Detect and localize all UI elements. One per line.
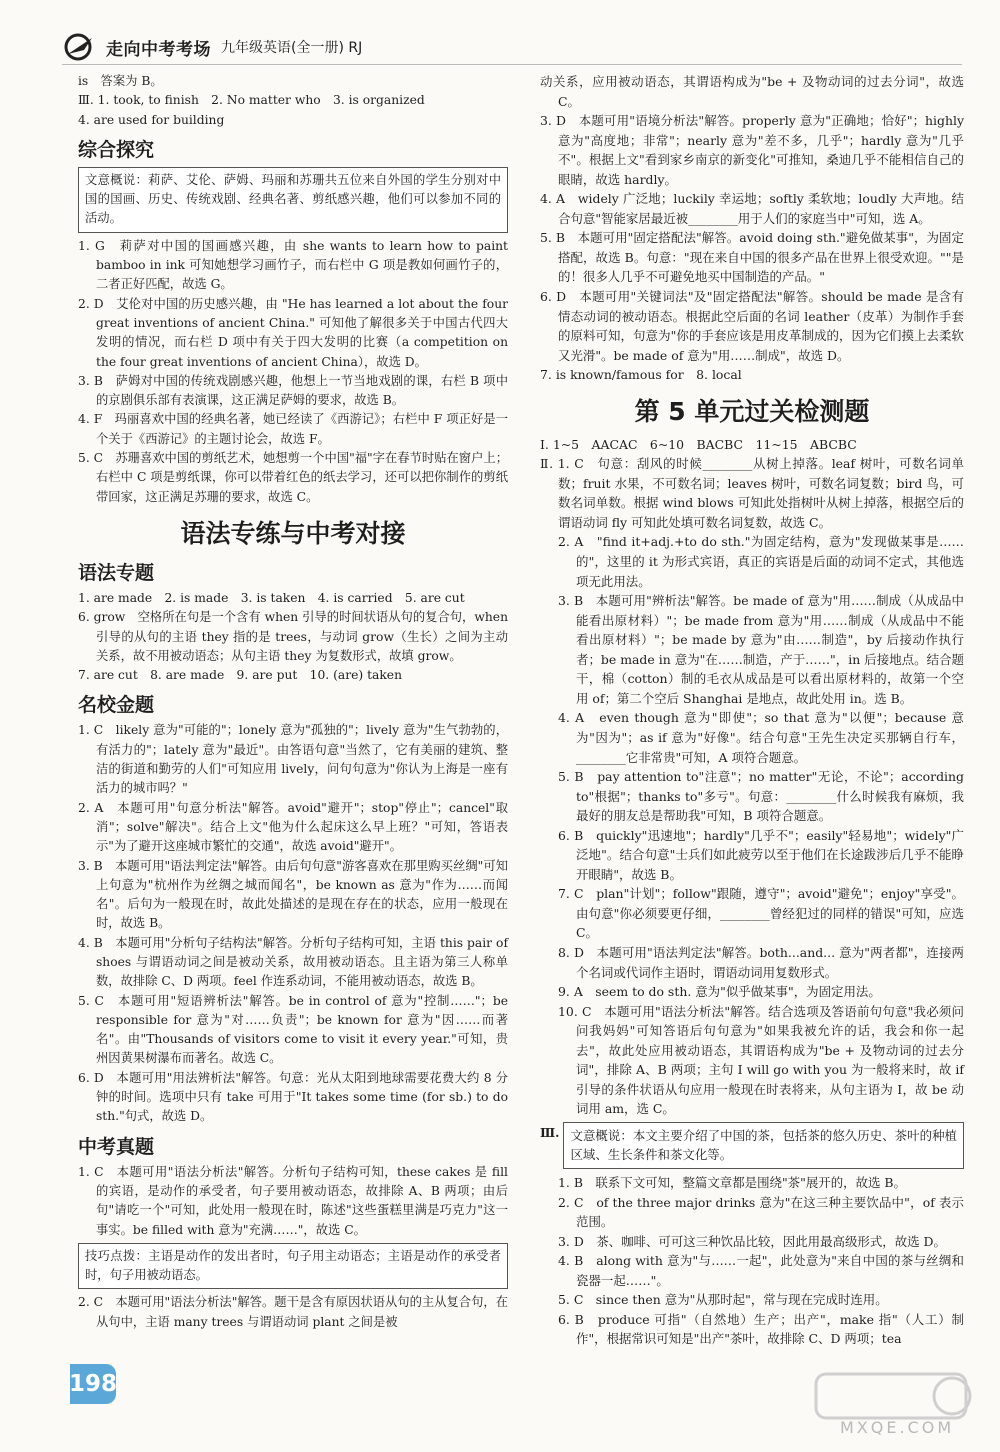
answer-item: 1. G 莉萨对中国的国画感兴趣，由 she wants to learn how to paint bamboo in ink 可知她想学习画竹子，而右栏中 G 项是教如何画竹子的，二者正好匹配，故选 G。 <box>78 238 508 292</box>
page-number: 198 <box>70 1364 116 1404</box>
answer-item: 2. A 本题可用"句意分析法"解答。avoid"避开"；stop"停止"；cancel"取消"；solve"解决"。结合上文"他为什么起床这么早上班？"可知，答语表示"为了避开这座城市繁忙的交通"，故选 avoid"避开"。 <box>78 800 508 854</box>
answer-item: 6. B produce 可指"（自然地）生产；出产"，make 指"（人工）制作"，根据常识可知是"出产"茶叶，故排除 C、D 两项；tea <box>558 1311 964 1347</box>
answer-item: 4. A widely 广泛地；luckily 幸运地；softly 柔软地；loudly 大声地。结合句意"智能家居最近被________用于人们的家庭当中"可知，选 A。 <box>540 191 964 226</box>
answer-item: 10. C 本题可用"语法分析法"解答。结合选项及答语前句句意"我必须问问我妈妈"可知答语后句句意为"如果我被允许的话，我会和你一起去"，故此处应用被动语态，其谓语构成为"be + 及物动词的过去分词"，排除 A、B 两项；主句 I will go with you 为一般将来时，故 if 引导的条件状语从句应用一般现在时表将来，从句主语为 I，故 be 动词用 am，选 C。 <box>558 1003 964 1117</box>
answer-item: 6. grow 空格所在句是一个含有 when 引导的时间状语从句的复合句，when 引导的从句的主语 they 指的是 trees，与动词 grow（生长）之间为主动关系，故不用被动语态；从句主语 they 为复数形式，故填 grow。 <box>78 610 508 663</box>
summary-text: 文意概说：本文主要介绍了中国的茶，包括茶的悠久历史、茶叶的种植区域、生长条件和茶文化等。 <box>570 1127 957 1163</box>
answer-item: 4. F 玛丽喜欢中国的经典名著，她已经读了《西游记》；右栏中 F 项正好是一个关于《西游记》的主题讨论会，故选 F。 <box>78 412 508 446</box>
section-three-label: Ⅲ. <box>540 1124 560 1140</box>
answer-item: 8. D 本题可用"语法判定法"解答。both...and... 意为"两者都"，连接两个名词或代词作主语时，谓语动词用复数形式。 <box>558 944 964 980</box>
tip-box <box>78 1243 508 1290</box>
answer-item: 4. B along with 意为"与……一起"，此处意为"来自中国的茶与丝绸和瓷器一起……"。 <box>558 1253 964 1288</box>
chapter-title: 语法专练与中考对接 <box>180 518 406 548</box>
summary-text: 文意概说：莉萨、艾伦、萨姆、玛丽和苏珊共五位来自外国的学生分别对中国的国画、历史、传统戏剧、经典名著、剪纸感兴趣，他们可以参加不同的活动。 <box>85 172 501 226</box>
answer-item: 1. B 联系下文可知，整篇文章都是围绕"茶"展开的，故选 B。 <box>558 1174 906 1190</box>
answer-item: 4. B 本题可用"分析句子结构法"解答。分析句子结构可知，主语 this pair of shoes 与谓语动词之间是被动关系，故用被动语态。且主语为第三人称单数，故排除 C、D 两项。feel 作连系动词，不能用被动语态，故选 B。 <box>78 935 508 989</box>
answer-item: 5. B pay attention to"注意"；no matter"无论，不论"；according to"根据"；thanks to"多亏"。句意：________什么时候我有麻烦，我最好的朋友总是帮助我"可知，B 项符合题意。 <box>558 769 964 824</box>
chapter-title: 第 5 单元过关检测题 <box>634 396 870 426</box>
answer-item: 3. B 萨姆对中国的传统戏剧感兴趣，他想上一节当地戏剧的课，右栏 B 项中的京剧俱乐部有表演课，这正满足萨姆的要求，故选 B。 <box>78 373 508 408</box>
answer-item: 5. C 苏珊喜欢中国的剪纸艺术，她想剪一个中国"福"字在春节时贴在窗户上；右栏中 C 项是剪纸课，你可以带着红色的纸去学习，还可以把你制作的剪纸带回家，这正满足苏珊的要求，故选 C。 <box>78 451 508 504</box>
answer-item: 2. A "find it+adj.+to do sth."为固定结构，意为"发现做某事是……的"，这里的 it 为形式宾语，真正的宾语是后面的动词不定式，其他选项无此用法。 <box>558 534 964 589</box>
summary-box <box>563 1122 964 1169</box>
left-column <box>78 72 508 1332</box>
section-heading: 综合探究 <box>78 138 155 161</box>
answer-item: 2. D 艾伦对中国的历史感兴趣，由 "He has learned a lot about the four great inventions of ancient China." 可知他了解很多关于中国古代四大发明的情况，而右栏 D 项中有关于四大发明的比赛（a competition on the four great inventions of ancient China），故选 D。 <box>78 296 508 369</box>
answer-item: 7. C plan"计划"；follow"跟随，遵守"；avoid"避免"；enjoy"享受"。由句意"你必须要更仔细，________曾经犯过的同样的错误"可知，应选 C。 <box>558 886 964 941</box>
right-column <box>540 72 964 1349</box>
book-subtitle: 九年级英语(全一册) RJ <box>221 40 363 56</box>
answer-item: Ⅱ. 1. C 句意：刮风的时候________从树上掉落。leaf 树叶，可数名词单数；fruit 水果，不可数名词；leaves 树叶，可数名词复数；bird 鸟，可数名词单数。根据 wind blows 可知此处指树叶从树上掉落，根据空后的谓语动词 fly 可知此处填可数名词复数，故选 C。 <box>540 456 964 530</box>
watermark-text: MXQE.COM <box>840 1418 955 1437</box>
answer-item: 5. C since then 意为"从那时起"，常与现在完成时连用。 <box>558 1292 888 1308</box>
answer-item: 6. D 本题可用"用法辨析法"解答。句意：光从太阳到地球需要花费大约 8 分钟的时间。选项中只有 take 可用于"It takes some time (for sb.) to do sth."句式，故选 D。 <box>78 1070 508 1124</box>
section-heading: 名校金题 <box>78 694 155 717</box>
summary-box <box>78 167 508 233</box>
answer-item: 5. C 本题可用"短语辨析法"解答。be in control of 意为"控制……"；be responsible for 意为"对……负责"；be known for 意为"因……而著名"。由"Thousands of visitors come to visit it every year."可知，贵州因黄果树瀑布而著名。故选 C。 <box>78 993 508 1066</box>
section-heading: 中考真题 <box>78 1135 155 1158</box>
answer-line: 1. are made 2. is made 3. is taken 4. is carried 5. are cut <box>78 590 465 605</box>
answer-line: Ⅲ. 1. took, to finish 2. No matter who 3. is organized <box>78 93 425 108</box>
runner-logo-icon <box>62 32 100 62</box>
answer-item: 3. D 茶、咖啡、可可这三种饮品比较，因此用最高级形式，故选 D。 <box>558 1233 946 1249</box>
answer-line: Ⅰ. 1~5 AACAC 6~10 BACBC 11~15 ABCBC <box>540 436 857 452</box>
answer-item: 2. C of the three major drinks 意为"在这三种主要饮品中"，of 表示范围。 <box>558 1194 964 1230</box>
answer-line: is 答案为 B。 <box>78 74 163 88</box>
answer-item: 1. C 本题可用"语法分析法"解答。分析句子结构可知，these cakes 是 fill 的宾语，是动作的承受者，句子要用被动语态，故排除 A、B 两项；由后句"请吃一个"可知，此处用一般现在时，陈述"这些蛋糕里满是巧克力"这一事实。be filled with 意为"充满……"，故选 C。 <box>78 1164 508 1237</box>
answer-item: 4. A even though 意为"即使"；so that 意为"以便"；because 意为"因为"；as if 意为"好像"。结合句意"王先生决定买那辆自行车，________它非常贵"可知，A 项符合题意。 <box>558 710 964 765</box>
answer-item: 2. C 本题可用"语法分析法"解答。题干是含有原因状语从句的主从复合句，在从句中，主语 many trees 与谓语动词 plant 之间是被 <box>78 1295 508 1329</box>
section-three-row <box>540 1119 964 1173</box>
section-heading: 语法专题 <box>78 561 155 584</box>
answer-item: 5. B 本题可用"固定搭配法"解答。avoid doing sth."避免做某事"，为固定搭配，故选 B。句意："现在来自中国的很多产品在世界上很受欢迎。""是的！很多人几乎不可避免地买中国制造的产品。" <box>540 230 964 285</box>
answer-item: 1. C likely 意为"可能的"；lonely 意为"孤独的"；lively 意为"生气勃勃的，有活力的"；lately 意为"最近"。由答语句意"当然了，它有美丽的建筑、整洁的街道和勤劳的人们"可知应用 lively，问句句意为"你认为上海是一座有活力的城市吗？" <box>78 723 508 796</box>
answer-line: 4. are used for building <box>78 112 225 127</box>
answer-item: 3. B 本题可用"辨析法"解答。be made of 意为"用……制成（从成品中能看出原材料）"；be made from 意为"用……制成（从成品中不能看出原材料）"；be made by 意为"由……制造"，by 后接动作执行者；be made in 意为"在……制造，产于……"，in 后接地点。结合题干，棉（cotton）制的毛衣从成品是可以看出原材料的，故第一个空用 of；第二个空后 Shanghai 是地点，故此处用 in。选 B。 <box>558 593 964 706</box>
tip-text: 技巧点拨：主语是动作的发出者时，句子用主动语态；主语是动作的承受者时，句子用被动语态。 <box>85 1248 501 1283</box>
answer-item: 6. D 本题可用"关键词法"及"固定搭配法"解答。should be made 是含有情态动词的被动语态。根据此空后面的名词 leather（皮革）为制作手套的原料可知，句意为"你的手套应该是用皮革制成的，因为它们摸上去柔软又光滑"。be made of 意为"用……制成"，故选 D。 <box>540 289 964 363</box>
answer-item: 9. A seem to do sth. 意为"似乎做某事"，为固定用法。 <box>558 984 881 1000</box>
page-header <box>62 30 962 65</box>
answer-item: 3. B 本题可用"语法判定法"解答。由后句句意"游客喜欢在那里购买丝绸"可知上句意为"杭州作为丝绸之城而闻名"，be known as 意为"作为……而闻名"。后句为一般现在时，故此处描述的是现在存在的状态，应用一般现在时，故选 B。 <box>78 858 508 931</box>
answer-item: 3. D 本题可用"语境分析法"解答。properly 意为"正确地；恰好"；highly 意为"高度地；非常"；nearly 意为"差不多，几乎"；hardly 意为"几乎不"。根据上文"看到家乡南京的新变化"可推知，桑迪几乎不能相信自己的眼睛，故选 hardly。 <box>540 113 964 187</box>
answer-line: 7. is known/famous for 8. local <box>540 367 742 383</box>
answer-line: 7. are cut 8. are made 9. are put 10. (are) taken <box>78 668 403 683</box>
answer-item: 动关系，应用被动语态，其谓语构成为"be + 及物动词的过去分词"，故选 C。 <box>540 74 964 109</box>
book-brand: 走向中考考场 <box>106 39 211 60</box>
answer-item: 6. B quickly"迅速地"；hardly"几乎不"；easily"轻易地"；widely"广泛地"。结合句意"士兵们如此疲劳以至于他们在长途跋涉后几乎不能睁开眼睛"，故选 B。 <box>558 827 964 882</box>
